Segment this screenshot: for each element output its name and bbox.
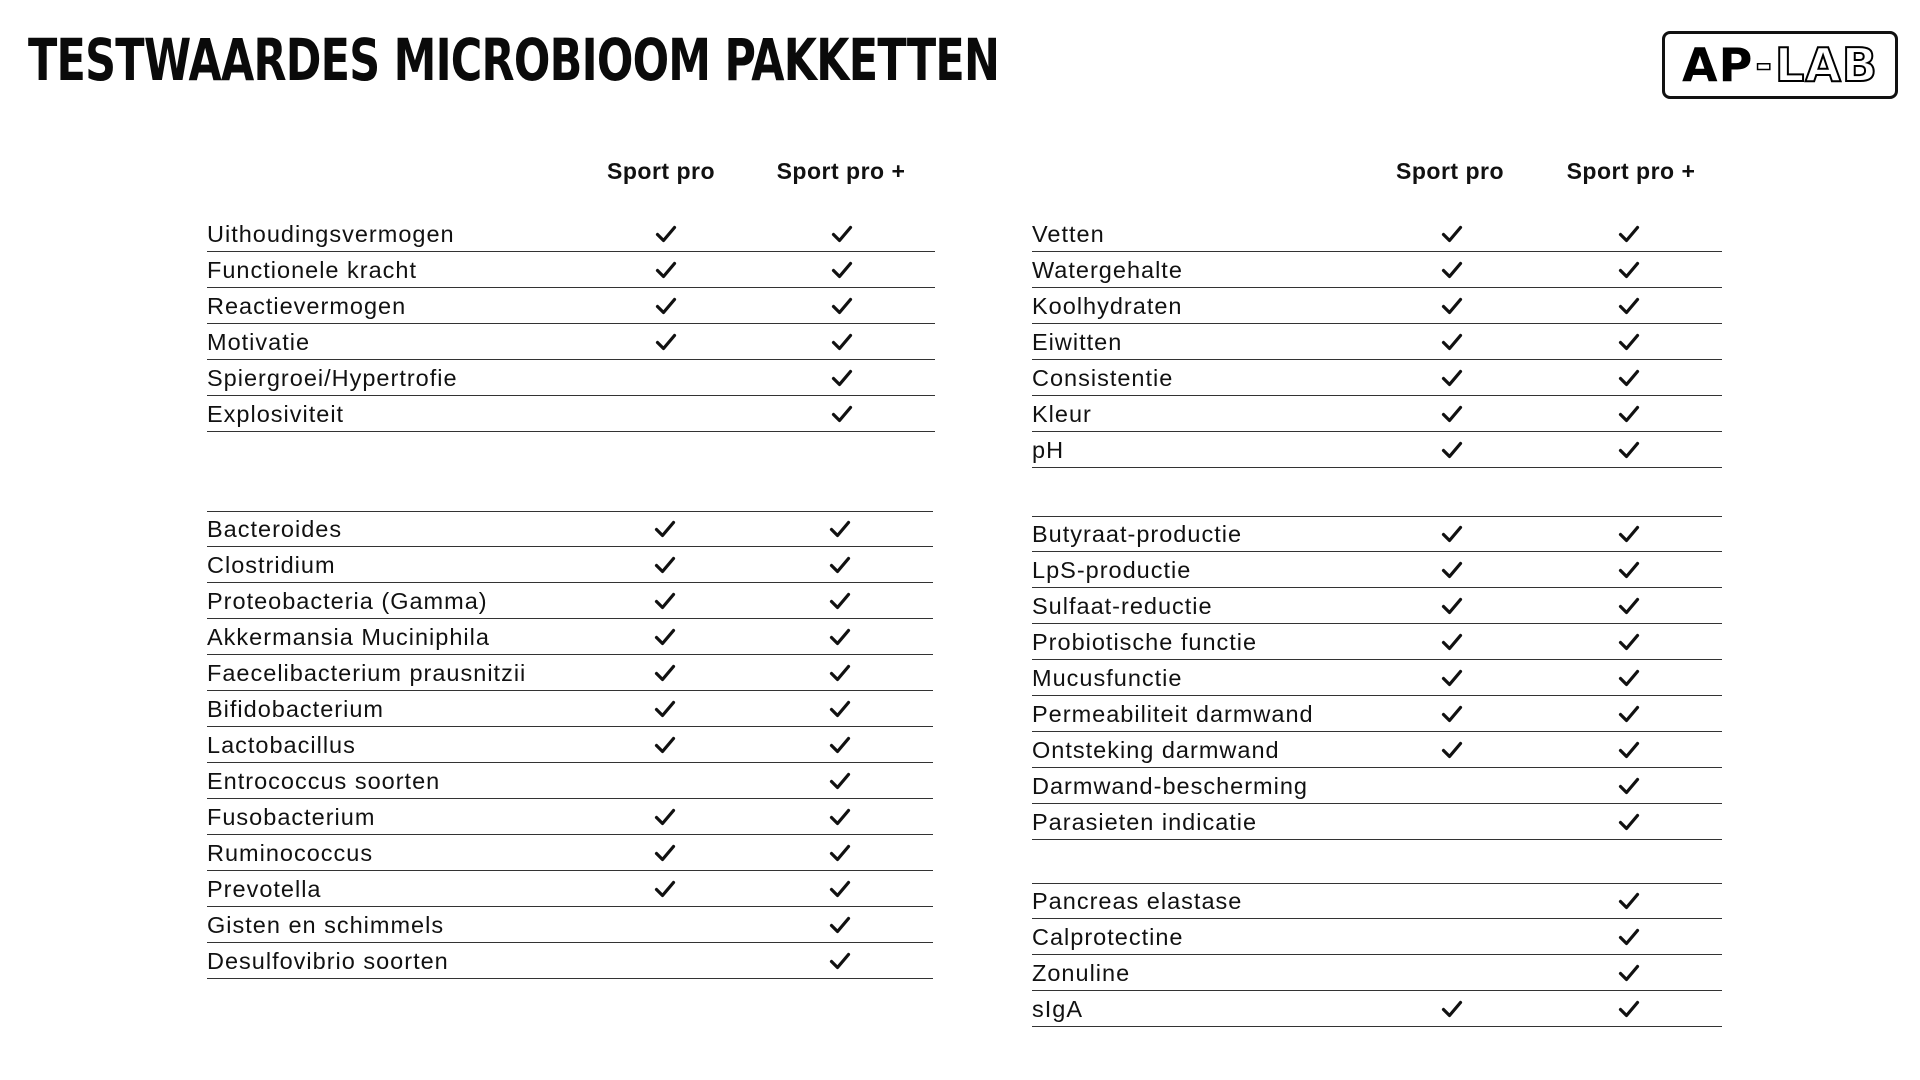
table-functions xyxy=(1032,516,1722,840)
check-icon xyxy=(654,626,676,648)
check-icon xyxy=(1441,739,1463,761)
row-label: Darmwand-bescherming xyxy=(1032,773,1308,799)
row-label: Sulfaat-reductie xyxy=(1032,593,1213,619)
table-row xyxy=(1032,991,1722,1027)
table-row xyxy=(207,216,935,252)
check-icon xyxy=(1618,775,1640,797)
row-label: LpS-productie xyxy=(1032,557,1192,583)
check-icon xyxy=(1618,403,1640,425)
check-icon xyxy=(1441,403,1463,425)
table-row xyxy=(207,835,933,871)
row-label: Motivatie xyxy=(207,329,311,355)
row-label: Akkermansia Muciniphila xyxy=(207,624,490,650)
check-icon xyxy=(654,662,676,684)
check-icon xyxy=(1618,998,1640,1020)
row-label: Ruminococcus xyxy=(207,840,374,866)
check-icon xyxy=(1618,890,1640,912)
check-icon xyxy=(1618,926,1640,948)
logo-part-ap: AP xyxy=(1682,38,1754,92)
check-icon xyxy=(831,367,853,389)
check-icon xyxy=(829,950,851,972)
check-icon xyxy=(1441,439,1463,461)
check-icon xyxy=(1441,295,1463,317)
row-label: Prevotella xyxy=(207,876,322,902)
check-icon xyxy=(829,734,851,756)
left-header-sport-pro: Sport pro xyxy=(607,158,715,184)
table-row xyxy=(1032,660,1722,696)
row-label: Bacteroides xyxy=(207,516,343,542)
row-label: Uithoudingsvermogen xyxy=(207,221,455,247)
table-row xyxy=(1032,288,1722,324)
check-icon xyxy=(829,842,851,864)
check-icon xyxy=(655,223,677,245)
check-icon xyxy=(1618,739,1640,761)
page-title: TESTWAARDES MICROBIOOM PAKKETTEN xyxy=(28,26,1000,94)
table-row xyxy=(1032,919,1722,955)
row-label: Parasieten indicatie xyxy=(1032,809,1258,835)
table-row xyxy=(1032,360,1722,396)
row-label: Proteobacteria (Gamma) xyxy=(207,588,488,614)
table-row xyxy=(1032,883,1722,919)
row-label: Vetten xyxy=(1032,221,1105,247)
check-icon xyxy=(654,842,676,864)
table-row xyxy=(1032,624,1722,660)
row-label: Probiotische functie xyxy=(1032,629,1258,655)
check-icon xyxy=(829,698,851,720)
row-label: Permeabiliteit darmwand xyxy=(1032,701,1314,727)
table-row xyxy=(207,907,933,943)
check-icon xyxy=(829,878,851,900)
row-label: Ontsteking darmwand xyxy=(1032,737,1280,763)
check-icon xyxy=(1618,295,1640,317)
check-icon xyxy=(829,806,851,828)
check-icon xyxy=(1618,523,1640,545)
table-row xyxy=(207,655,933,691)
row-label: Eiwitten xyxy=(1032,329,1123,355)
check-icon xyxy=(829,626,851,648)
table-row xyxy=(1032,696,1722,732)
check-icon xyxy=(1441,703,1463,725)
check-icon xyxy=(1618,331,1640,353)
table-row xyxy=(207,252,935,288)
table-row xyxy=(1032,804,1722,840)
check-icon xyxy=(831,295,853,317)
check-icon xyxy=(1618,703,1640,725)
table-row xyxy=(1032,732,1722,768)
check-icon xyxy=(1441,331,1463,353)
check-icon xyxy=(831,403,853,425)
check-icon xyxy=(655,331,677,353)
table-row xyxy=(207,360,935,396)
row-label: Lactobacillus xyxy=(207,732,356,758)
row-label: Clostridium xyxy=(207,552,336,578)
table-row xyxy=(207,943,933,979)
table-row xyxy=(207,547,933,583)
row-label: Butyraat-productie xyxy=(1032,521,1243,547)
check-icon xyxy=(655,295,677,317)
table-row xyxy=(1032,516,1722,552)
check-icon xyxy=(1441,223,1463,245)
table-row xyxy=(207,727,933,763)
check-icon xyxy=(1441,367,1463,389)
table-row xyxy=(1032,588,1722,624)
row-label: Reactievermogen xyxy=(207,293,407,319)
check-icon xyxy=(654,734,676,756)
check-icon xyxy=(831,223,853,245)
table-row xyxy=(1032,432,1722,468)
row-label: Spiergroei/Hypertrofie xyxy=(207,365,458,391)
check-icon xyxy=(654,554,676,576)
table-row xyxy=(207,583,933,619)
left-header-sport-pro-plus: Sport pro + xyxy=(776,158,906,184)
check-icon xyxy=(654,878,676,900)
row-label: Explosiviteit xyxy=(207,401,345,427)
check-icon xyxy=(829,554,851,576)
check-icon xyxy=(831,259,853,281)
table-row xyxy=(207,619,933,655)
row-label: Calprotectine xyxy=(1032,924,1184,950)
logo-separator: - xyxy=(1755,42,1773,88)
row-label: Watergehalte xyxy=(1032,257,1183,283)
row-label: Mucusfunctie xyxy=(1032,665,1183,691)
table-row xyxy=(1032,955,1722,991)
table-sport-metrics xyxy=(207,216,935,432)
check-icon xyxy=(654,698,676,720)
check-icon xyxy=(1618,631,1640,653)
row-label: Zonuline xyxy=(1032,960,1131,986)
right-header-sport-pro-plus: Sport pro + xyxy=(1566,158,1696,184)
table-bacteria xyxy=(207,511,933,979)
table-digestion xyxy=(1032,216,1722,468)
check-icon xyxy=(1618,367,1640,389)
check-icon xyxy=(1618,667,1640,689)
table-row xyxy=(1032,252,1722,288)
row-label: Functionele kracht xyxy=(207,257,418,283)
check-icon xyxy=(1441,595,1463,617)
check-icon xyxy=(829,518,851,540)
table-row xyxy=(207,396,935,432)
check-icon xyxy=(1618,223,1640,245)
table-row xyxy=(1032,552,1722,588)
check-icon xyxy=(831,331,853,353)
check-icon xyxy=(829,914,851,936)
row-label: sIgA xyxy=(1032,996,1084,1022)
row-label: Faecelibacterium prausnitzii xyxy=(207,660,527,686)
check-icon xyxy=(654,590,676,612)
logo-part-lab: LAB xyxy=(1774,38,1878,92)
row-label: Fusobacterium xyxy=(207,804,376,830)
check-icon xyxy=(829,662,851,684)
table-row xyxy=(207,511,933,547)
check-icon xyxy=(1618,259,1640,281)
row-label: Koolhydraten xyxy=(1032,293,1183,319)
row-label: Consistentie xyxy=(1032,365,1174,391)
table-row xyxy=(207,691,933,727)
table-row xyxy=(207,324,935,360)
check-icon xyxy=(1441,667,1463,689)
check-icon xyxy=(829,590,851,612)
row-label: Kleur xyxy=(1032,401,1092,427)
check-icon xyxy=(1441,631,1463,653)
check-icon xyxy=(1618,559,1640,581)
table-markers xyxy=(1032,883,1722,1027)
table-row xyxy=(207,763,933,799)
check-icon xyxy=(1618,439,1640,461)
check-icon xyxy=(1618,595,1640,617)
table-row xyxy=(207,799,933,835)
check-icon xyxy=(829,770,851,792)
row-label: Entrococcus soorten xyxy=(207,768,441,794)
check-icon xyxy=(1618,962,1640,984)
row-label: Pancreas elastase xyxy=(1032,888,1243,914)
ap-lab-logo xyxy=(1662,31,1898,99)
right-header-sport-pro: Sport pro xyxy=(1396,158,1504,184)
check-icon xyxy=(655,259,677,281)
check-icon xyxy=(1441,559,1463,581)
table-row xyxy=(1032,396,1722,432)
check-icon xyxy=(1441,998,1463,1020)
table-row xyxy=(207,871,933,907)
check-icon xyxy=(1441,523,1463,545)
table-row xyxy=(1032,216,1722,252)
check-icon xyxy=(1618,811,1640,833)
row-label: Gisten en schimmels xyxy=(207,912,445,938)
row-label: Desulfovibrio soorten xyxy=(207,948,449,974)
table-row xyxy=(1032,324,1722,360)
table-row xyxy=(1032,768,1722,804)
check-icon xyxy=(654,806,676,828)
check-icon xyxy=(1441,259,1463,281)
row-label: Bifidobacterium xyxy=(207,696,384,722)
table-row xyxy=(207,288,935,324)
row-label: pH xyxy=(1032,437,1065,463)
check-icon xyxy=(654,518,676,540)
